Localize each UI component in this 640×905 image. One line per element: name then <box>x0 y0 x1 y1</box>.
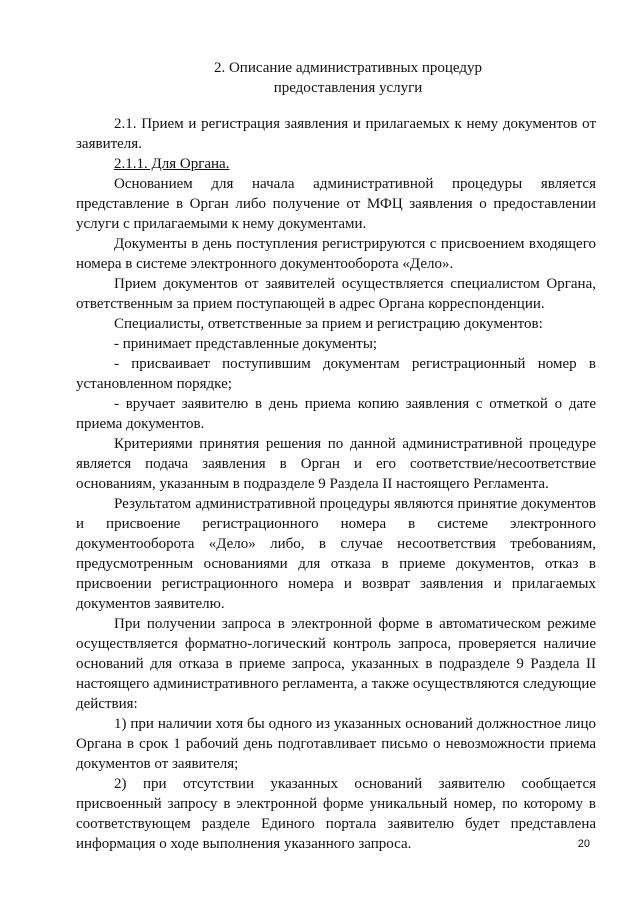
paragraph-reception: Прием документов от заявителей осуществляется специалистом Органа, ответственным за прием поступающей в адрес Органа корреспонденции. <box>76 276 596 312</box>
paragraph-result: Результатом административной процедуры являются принятие документов и присвоение регистрационного номера в системе электронного документооборота «Дело» либо, в случае несоответствия требованиям, предусмотренным основаниями для отказа в приеме документов, отказ в присвоении регистрационного номера и возврат заявления и прилагаемых документов заявителю. <box>76 496 596 612</box>
page-number: 20 <box>577 838 590 850</box>
list-item-assigns: - присваивает поступившим документам регистрационный номер в установленном порядке; <box>76 356 596 392</box>
heading-line-1: 2. Описание административных процедур <box>213 60 483 76</box>
list-item-accepts: - принимает представленные документы; <box>114 336 378 352</box>
paragraph-specialists: Специалисты, ответственные за прием и регистрацию документов: <box>114 316 543 332</box>
paragraph-criteria: Критериями принятия решения по данной административной процедуре является подача заявления в Орган и его соответствие/несоответствие основаниям, указанным в подразделе 9 Раздела II настоящего Регламента. <box>76 436 596 492</box>
heading-line-2: предоставления услуги <box>273 80 423 96</box>
document-body <box>76 114 596 854</box>
section-heading <box>76 58 620 98</box>
paragraph-electronic-request: При получении запроса в электронной форме в автоматическом режиме осуществляется форматно-логический контроль запроса, проверяется наличие оснований для отказа в приеме запроса, указанных в подразделе 9 Раздела II настоящего административного регламента, а также осуществляются следующие действия: <box>76 616 596 712</box>
list-item-hands-over: - вручает заявителю в день приема копию заявления с отметкой о дате приема документов. <box>76 396 596 432</box>
subheading-2-1-1: 2.1.1. Для Органа. <box>114 156 230 172</box>
paragraph-registration: Документы в день поступления регистрируются с присвоением входящего номера в системе электронного документооборота «Дело». <box>76 236 596 272</box>
paragraph-2-1: 2.1. Прием и регистрация заявления и прилагаемых к нему документов от заявителя. <box>76 116 596 152</box>
paragraph-basis: Основанием для начала административной процедуры является представление в Орган либо получение от МФЦ заявления о предоставлении услуги с прилагаемыми к нему документами. <box>76 176 596 232</box>
list-item-grounds-absent: 2) при отсутствии указанных оснований заявителю сообщается присвоенный запросу в электронной форме уникальный номер, по которому в соответствующем разделе Единого портала заявителю будет представлена информация о ходе выполнения указанного запроса. <box>76 776 596 852</box>
list-item-grounds-present: 1) при наличии хотя бы одного из указанных оснований должностное лицо Органа в срок 1 рабочий день подготавливает письмо о невозможности приема документов от заявителя; <box>76 716 596 772</box>
